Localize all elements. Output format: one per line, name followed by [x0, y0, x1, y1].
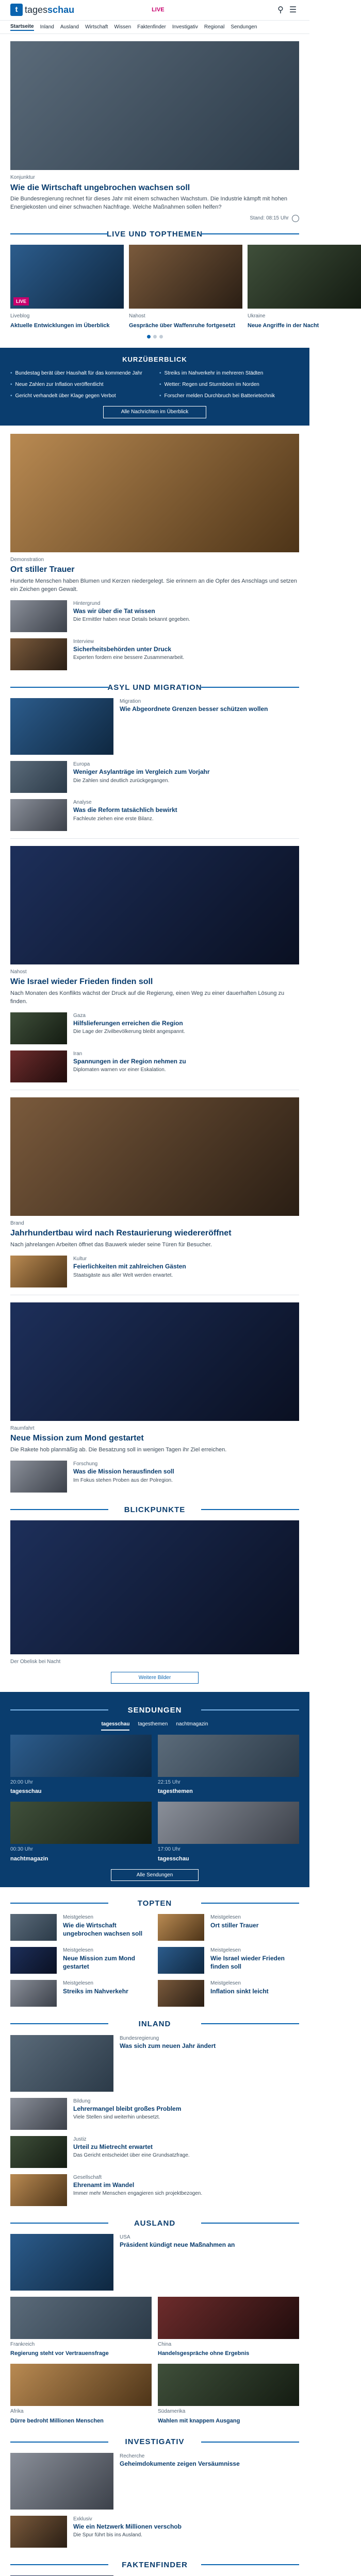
list-desc: Das Gericht entscheidet über eine Grundsatzfrage. — [73, 2153, 190, 2159]
live-link[interactable]: LIVE — [152, 7, 165, 13]
list-title[interactable]: Hilfslieferungen erreichen die Region — [73, 1020, 183, 1027]
card-topline: Ukraine — [248, 313, 266, 319]
carousel-image[interactable] — [129, 245, 242, 309]
briefing-all-button[interactable]: Alle Nachrichten im Überblick — [103, 406, 206, 418]
list-thumbnail[interactable] — [10, 2098, 67, 2130]
briefing-item[interactable]: • Streiks im Nahverkehr in mehreren Städten — [159, 370, 299, 377]
section-lead-image[interactable] — [10, 698, 113, 755]
sendung-card[interactable] — [158, 1802, 299, 1862]
sendung-card[interactable] — [10, 1802, 152, 1862]
carousel-card[interactable] — [10, 245, 124, 329]
article-block-trauer[interactable] — [10, 434, 299, 594]
list-topline: Europa — [73, 761, 90, 767]
topten-thumbnail[interactable] — [10, 1947, 57, 1974]
carousel-card[interactable] — [248, 245, 361, 329]
card-title[interactable]: Regierung steht vor Vertrauensfrage — [10, 2350, 109, 2357]
card-topline: China — [158, 2341, 172, 2347]
list-topline: Hintergrund — [73, 600, 101, 606]
tab-tagesschau[interactable]: tagesschau — [101, 1721, 129, 1731]
briefing-item[interactable]: • Bundestag berät über Haushalt für das kommende Jahr — [10, 370, 150, 377]
list-title[interactable]: Urteil zu Mietrecht erwartet — [73, 2143, 153, 2151]
inland-list — [10, 2098, 299, 2206]
section-lead-item[interactable] — [10, 2035, 299, 2092]
ausland-card[interactable] — [10, 2297, 152, 2358]
ausland-card[interactable] — [158, 2297, 299, 2358]
list-item[interactable] — [10, 761, 299, 793]
ausland-card[interactable] — [10, 2364, 152, 2425]
briefing-title: KURZÜBERBLICK — [122, 355, 187, 363]
list-thumbnail[interactable] — [10, 1050, 67, 1082]
list-item[interactable] — [10, 799, 299, 831]
israel-list — [10, 1012, 299, 1082]
list-text — [73, 1461, 174, 1493]
list-text — [73, 600, 190, 632]
card-title[interactable]: Aktuelle Entwicklungen im Überblick — [10, 322, 110, 329]
card-topline: Frankreich — [10, 2341, 35, 2347]
space-list — [10, 1461, 299, 1493]
briefing-list — [10, 370, 299, 400]
section-title-asyl: ASYL UND MIGRATION — [10, 675, 299, 698]
list-desc: Diplomaten warnen vor einer Eskalation. — [73, 1067, 166, 1073]
nav-item-faktenfinder[interactable]: Faktenfinder — [137, 24, 166, 30]
article-topline: Nahost — [10, 969, 27, 975]
list-text — [73, 799, 177, 831]
card-topline: Afrika — [10, 2409, 24, 2415]
list-item[interactable] — [10, 600, 299, 632]
list-topline: Exklusiv — [73, 2516, 92, 2522]
list-item[interactable] — [10, 1012, 299, 1044]
carousel-dot[interactable] — [147, 335, 151, 338]
top-bar — [0, 0, 309, 21]
list-title[interactable]: Ehrenamt im Wandel — [73, 2181, 135, 2189]
card-image[interactable] — [158, 2364, 299, 2406]
section-title-topten: TOPTEN — [10, 1891, 299, 1914]
list-text — [73, 2174, 202, 2206]
article-block-israel[interactable] — [10, 846, 299, 1006]
topten-grid — [10, 1914, 299, 2007]
sendung-image[interactable] — [10, 1735, 152, 1777]
topten-topline: Meistgelesen — [63, 1947, 93, 1954]
list-desc: Staatsgäste aus aller Welt werden erwartet. — [73, 1272, 173, 1278]
article-headline[interactable]: Neue Mission zum Mond gestartet — [10, 1434, 144, 1443]
lead-headline[interactable]: Wie die Wirtschaft ungebrochen wachsen soll — [10, 183, 190, 192]
article-image[interactable] — [10, 1097, 299, 1216]
sendung-card[interactable] — [158, 1735, 299, 1795]
logo-text — [25, 4, 74, 16]
section-lead-item[interactable] — [10, 2453, 299, 2510]
section-lead-topline: Recherche — [120, 2453, 145, 2459]
list-thumbnail[interactable] — [10, 638, 67, 670]
briefing-item[interactable]: • Gericht verhandelt über Klage gegen Verbot — [10, 393, 150, 400]
list-item[interactable] — [10, 1461, 299, 1493]
sendungen-all-button[interactable]: Alle Sendungen — [111, 1869, 199, 1882]
section-lead-item[interactable] — [10, 698, 299, 755]
list-topline: Gesellschaft — [73, 2174, 102, 2180]
topten-topline: Meistgelesen — [63, 1980, 93, 1987]
sendung-time: 17:00 Uhr — [158, 1846, 180, 1853]
carousel-card[interactable] — [129, 245, 242, 329]
briefing-item[interactable]: • Forscher melden Durchbruch bei Batterietechnik — [159, 393, 299, 400]
list-desc: Die Zahlen sind deutlich zurückgegangen. — [73, 777, 170, 784]
list-topline: Gaza — [73, 1012, 86, 1019]
sendung-title[interactable]: tagesschau — [158, 1855, 189, 1862]
list-topline: Kultur — [73, 1256, 87, 1262]
list-desc: Die Lage der Zivilbevölkerung bleibt angespannt. — [73, 1029, 185, 1035]
topten-item[interactable] — [158, 1947, 299, 1974]
list-thumbnail[interactable] — [10, 2174, 67, 2206]
carousel-image[interactable] — [248, 245, 361, 309]
section-lead-item[interactable] — [10, 2234, 299, 2291]
list-item[interactable] — [10, 1050, 299, 1082]
card-title[interactable]: Neue Angriffe in der Nacht — [248, 322, 319, 329]
briefing-item[interactable]: • Wetter: Regen und Sturmböen im Norden — [159, 381, 299, 388]
card-image[interactable] — [10, 2297, 152, 2339]
blickpunkte-more-button[interactable]: Weitere Bilder — [111, 1672, 199, 1684]
list-thumbnail[interactable] — [10, 1256, 67, 1287]
section-lead-image[interactable] — [10, 2234, 113, 2291]
topten-title[interactable]: Wie die Wirtschaft ungebrochen wachsen soll — [63, 1921, 143, 1937]
article-topline: Raumfahrt — [10, 1425, 35, 1431]
search-icon[interactable]: ⚲ — [277, 5, 284, 14]
live-carousel — [10, 245, 319, 329]
briefing-item[interactable]: • Neue Zahlen zur Inflation veröffentlicht — [10, 381, 150, 388]
tab-nachtmagazin[interactable]: nachtmagazin — [176, 1721, 208, 1727]
list-title[interactable]: Lehrermangel bleibt großes Problem — [73, 2105, 182, 2113]
topten-text — [210, 1947, 299, 1974]
list-title[interactable]: Feierlichkeiten mit zahlreichen Gästen — [73, 1263, 186, 1270]
section-lead-title[interactable]: Präsident kündigt neue Maßnahmen an — [120, 2241, 235, 2249]
topten-item[interactable] — [10, 1947, 152, 1974]
list-title[interactable]: Was die Reform tatsächlich bewirkt — [73, 806, 177, 814]
list-topline: Forschung — [73, 1461, 98, 1467]
article-teaser: Nach jahrelangen Arbeiten öffnet das Bauwerk wieder seine Türen für Besucher. — [10, 1241, 212, 1248]
list-title[interactable]: Sicherheitsbehörden unter Druck — [73, 646, 172, 653]
church-list — [10, 1256, 299, 1287]
list-item[interactable] — [10, 2174, 299, 2206]
sendung-title[interactable]: tagesschau — [10, 1788, 42, 1795]
sendung-card[interactable] — [10, 1735, 152, 1795]
section-lead-topline: USA — [120, 2234, 130, 2240]
topten-text — [63, 1980, 128, 2007]
list-thumbnail[interactable] — [10, 600, 67, 632]
main-nav — [0, 21, 309, 34]
section-lead-topline: Bundesregierung — [120, 2035, 159, 2041]
carousel-dots — [10, 335, 299, 338]
section-lead-topline: Migration — [120, 698, 141, 704]
sendung-time: 20:00 Uhr — [10, 1779, 33, 1785]
nav-item-investigativ[interactable]: Investigativ — [172, 24, 198, 30]
lead-teaser: Die Bundesregierung rechnet für dieses Jahr mit einem schwachen Wachstum. Die Industrie kämpft mit hohen Energiekosten und einer schwachen Nachfrage. Welche Maßnahmen sollen helfen? — [10, 196, 288, 211]
article-image[interactable] — [10, 1302, 299, 1421]
list-item[interactable] — [10, 1256, 299, 1287]
list-title[interactable]: Weniger Asylanträge im Vergleich zum Vorjahr — [73, 768, 210, 776]
list-thumbnail[interactable] — [10, 2516, 67, 2548]
section-lead-image[interactable] — [10, 2035, 113, 2092]
section-title-ausland: AUSLAND — [10, 2211, 299, 2234]
sendungen-grid — [10, 1735, 299, 1863]
ausland-card[interactable] — [158, 2364, 299, 2425]
card-topline: Liveblog — [10, 313, 30, 319]
live-badge: LIVE — [13, 297, 29, 306]
topten-thumbnail[interactable] — [158, 1914, 204, 1941]
nav-item-inland[interactable]: Inland — [40, 24, 54, 30]
list-title[interactable]: Was wir über die Tat wissen — [73, 607, 155, 615]
nav-item-ausland[interactable]: Ausland — [60, 24, 79, 30]
list-topline: Justiz — [73, 2136, 87, 2142]
article-teaser: Hunderte Menschen haben Blumen und Kerzen niedergelegt. Sie erinnern an die Opfer des Anschlags und setzen ein Zeichen gegen Gewalt. — [10, 578, 297, 592]
list-desc: Experten fordern eine bessere Zusammenarbeit. — [73, 655, 185, 661]
topten-item[interactable] — [158, 1914, 299, 1941]
sendung-title[interactable]: nachtmagazin — [10, 1855, 48, 1862]
topten-thumbnail[interactable] — [158, 1980, 204, 2007]
logo-text-a: tages — [25, 5, 48, 15]
card-image[interactable] — [158, 2297, 299, 2339]
tab-tagesthemen[interactable]: tagesthemen — [138, 1721, 168, 1727]
list-title[interactable]: Spannungen in der Region nehmen zu — [73, 1058, 186, 1065]
nav-item-wirtschaft[interactable]: Wirtschaft — [85, 24, 108, 30]
card-title[interactable]: Wahlen mit knappem Ausgang — [158, 2417, 240, 2424]
list-text — [73, 638, 184, 670]
logo-text-b: schau — [47, 5, 75, 15]
topten-topline: Meistgelesen — [63, 1914, 93, 1921]
section-title-live: LIVE UND TOPTHEMEN — [10, 222, 299, 245]
list-thumbnail[interactable] — [10, 1012, 67, 1044]
list-text — [73, 761, 210, 793]
topten-text — [63, 1947, 152, 1974]
blickpunkte-caption: Der Obelisk bei Nacht — [10, 1659, 61, 1665]
carousel-dot[interactable] — [153, 335, 157, 338]
article-teaser: Die Rakete hob planmäßig ab. Die Besatzung soll in wenigen Tagen ihr Ziel erreichen. — [10, 1446, 227, 1453]
carousel-dot[interactable] — [159, 335, 163, 338]
list-text — [73, 2136, 190, 2168]
list-text — [73, 2516, 182, 2548]
section-title-investigativ: INVESTIGATIV — [10, 2430, 299, 2452]
card-topline: Nahost — [129, 313, 145, 319]
topten-item[interactable] — [158, 1980, 299, 2007]
section-lead-image[interactable] — [10, 2453, 113, 2510]
topten-text — [210, 1980, 269, 2007]
list-thumbnail[interactable] — [10, 2136, 67, 2168]
list-topline: Interview — [73, 638, 94, 645]
list-thumbnail[interactable] — [10, 1461, 67, 1493]
related-list — [10, 600, 299, 670]
article-headline[interactable]: Ort stiller Trauer — [10, 565, 75, 574]
article-block-space[interactable] — [10, 1302, 299, 1454]
section-title-faktenfinder: FAKTENFINDER — [10, 2553, 299, 2575]
topten-thumbnail[interactable] — [158, 1947, 204, 1974]
sendung-title[interactable]: tagesthemen — [158, 1788, 193, 1795]
article-teaser: Nach Monaten des Konflikts wächst der Druck auf die Regierung, einen Weg zu einer dauerhaften Lösung zu finden. — [10, 990, 285, 1005]
list-desc: Fachleute ziehen eine erste Bilanz. — [73, 816, 154, 822]
list-topline: Analyse — [73, 799, 92, 805]
section-title-inland: INLAND — [10, 2012, 299, 2035]
lead-topline: Konjunktur — [10, 175, 35, 180]
list-item[interactable] — [10, 2516, 299, 2548]
card-title[interactable]: Dürre bedroht Millionen Menschen — [10, 2417, 104, 2424]
section-lead-text — [120, 2453, 240, 2510]
section-title-blickpunkte: BLICKPUNKTE — [10, 1498, 299, 1520]
article-headline[interactable]: Wie Israel wieder Frieden finden soll — [10, 977, 153, 987]
list-desc: Viele Stellen sind weiterhin unbesetzt. — [73, 2114, 160, 2121]
topten-title[interactable]: Inflation sinkt leicht — [210, 1987, 269, 1995]
list-topline: Bildung — [73, 2098, 91, 2104]
topten-topline: Meistgelesen — [210, 1947, 241, 1954]
topten-thumbnail[interactable] — [10, 1980, 57, 2007]
list-text — [73, 1050, 186, 1082]
section-lead-text — [120, 2234, 235, 2291]
list-topline: Iran — [73, 1050, 83, 1057]
logo[interactable] — [10, 4, 74, 16]
article-topline: Brand — [10, 1220, 24, 1226]
investigativ-list — [10, 2516, 299, 2548]
article-image[interactable] — [10, 846, 299, 964]
blickpunkte-image[interactable] — [10, 1520, 299, 1654]
topten-title[interactable]: Ort stiller Trauer — [210, 1921, 259, 1929]
share-icon[interactable] — [292, 215, 299, 222]
list-desc: Immer mehr Menschen engagieren sich projektbezogen. — [73, 2191, 203, 2197]
topten-item[interactable] — [10, 1914, 152, 1941]
sendungen-tabs — [10, 1721, 299, 1731]
topten-text — [210, 1914, 258, 1941]
list-thumbnail[interactable] — [10, 761, 67, 793]
card-title[interactable]: Gespräche über Waffenruhe fortgesetzt — [129, 322, 236, 329]
sendungen-band — [0, 1692, 309, 1887]
card-title[interactable]: Handelsgespräche ohne Ergebnis — [158, 2350, 250, 2357]
lead-article[interactable] — [10, 41, 299, 222]
list-text — [73, 2098, 181, 2130]
article-block-church[interactable] — [10, 1097, 299, 1249]
ausland-grid — [10, 2297, 299, 2425]
section-lead-title[interactable]: Geheimdokumente zeigen Versäumnisse — [120, 2460, 240, 2468]
topten-title[interactable]: Streiks im Nahverkehr — [63, 1987, 128, 1995]
list-text — [73, 1012, 185, 1044]
article-headline[interactable]: Jahrhundertbau wird nach Restaurierung wiedereröffnet — [10, 1229, 232, 1238]
lead-meta — [10, 215, 299, 222]
nav-item-regional[interactable]: Regional — [204, 24, 225, 30]
logo-mark: t — [10, 4, 23, 16]
article-topline: Demonstration — [10, 556, 44, 563]
topten-title[interactable]: Wie Israel wieder Frieden finden soll — [210, 1954, 285, 1970]
card-topline: Südamerika — [158, 2409, 186, 2415]
carousel-image[interactable] — [10, 245, 124, 309]
list-title[interactable]: Was die Mission herausfinden soll — [73, 1468, 174, 1476]
topten-title[interactable]: Neue Mission zum Mond gestartet — [63, 1954, 136, 1970]
divider — [10, 838, 299, 839]
sendung-image[interactable] — [10, 1802, 152, 1844]
topten-item[interactable] — [10, 1980, 152, 2007]
section-lead-title[interactable]: Was sich zum neuen Jahr ändert — [120, 2042, 216, 2050]
list-item[interactable] — [10, 2098, 299, 2130]
sendung-image[interactable] — [158, 1735, 299, 1777]
section-title-sendungen: SENDUNGEN — [10, 1698, 299, 1721]
list-desc: Im Fokus stehen Proben aus der Polregion. — [73, 1477, 173, 1483]
topten-thumbnail[interactable] — [10, 1914, 57, 1941]
section-lead-text — [120, 698, 268, 755]
section-lead-title[interactable]: Wie Abgeordnete Grenzen besser schützen wollen — [120, 705, 268, 713]
card-image[interactable] — [10, 2364, 152, 2406]
sendung-time: 22:15 Uhr — [158, 1779, 180, 1785]
topten-text — [63, 1914, 152, 1941]
sendung-image[interactable] — [158, 1802, 299, 1844]
list-text — [73, 1256, 186, 1287]
topten-topline: Meistgelesen — [210, 1980, 241, 1987]
nav-item-sendungen[interactable]: Sendungen — [231, 24, 257, 30]
list-title[interactable]: Wie ein Netzwerk Millionen verschob — [73, 2523, 182, 2531]
lead-timestamp: Stand: 08:15 Uhr — [250, 215, 289, 222]
briefing-box — [0, 348, 309, 426]
asyl-list — [10, 761, 299, 831]
sendung-time: 00:30 Uhr — [10, 1846, 33, 1853]
menu-icon[interactable]: ☰ — [289, 5, 297, 14]
list-item[interactable] — [10, 2136, 299, 2168]
topten-topline: Meistgelesen — [210, 1914, 241, 1921]
list-thumbnail[interactable] — [10, 799, 67, 831]
list-item[interactable] — [10, 638, 299, 670]
nav-item-wissen[interactable]: Wissen — [114, 24, 132, 30]
article-image[interactable] — [10, 434, 299, 552]
list-desc: Die Ermittler haben neue Details bekannt gegeben. — [73, 617, 190, 623]
nav-item-startseite[interactable]: Startseite — [10, 23, 34, 31]
list-desc: Die Spur führt bis ins Ausland. — [73, 2532, 142, 2538]
lead-image[interactable] — [10, 41, 299, 170]
section-lead-text — [120, 2035, 216, 2092]
